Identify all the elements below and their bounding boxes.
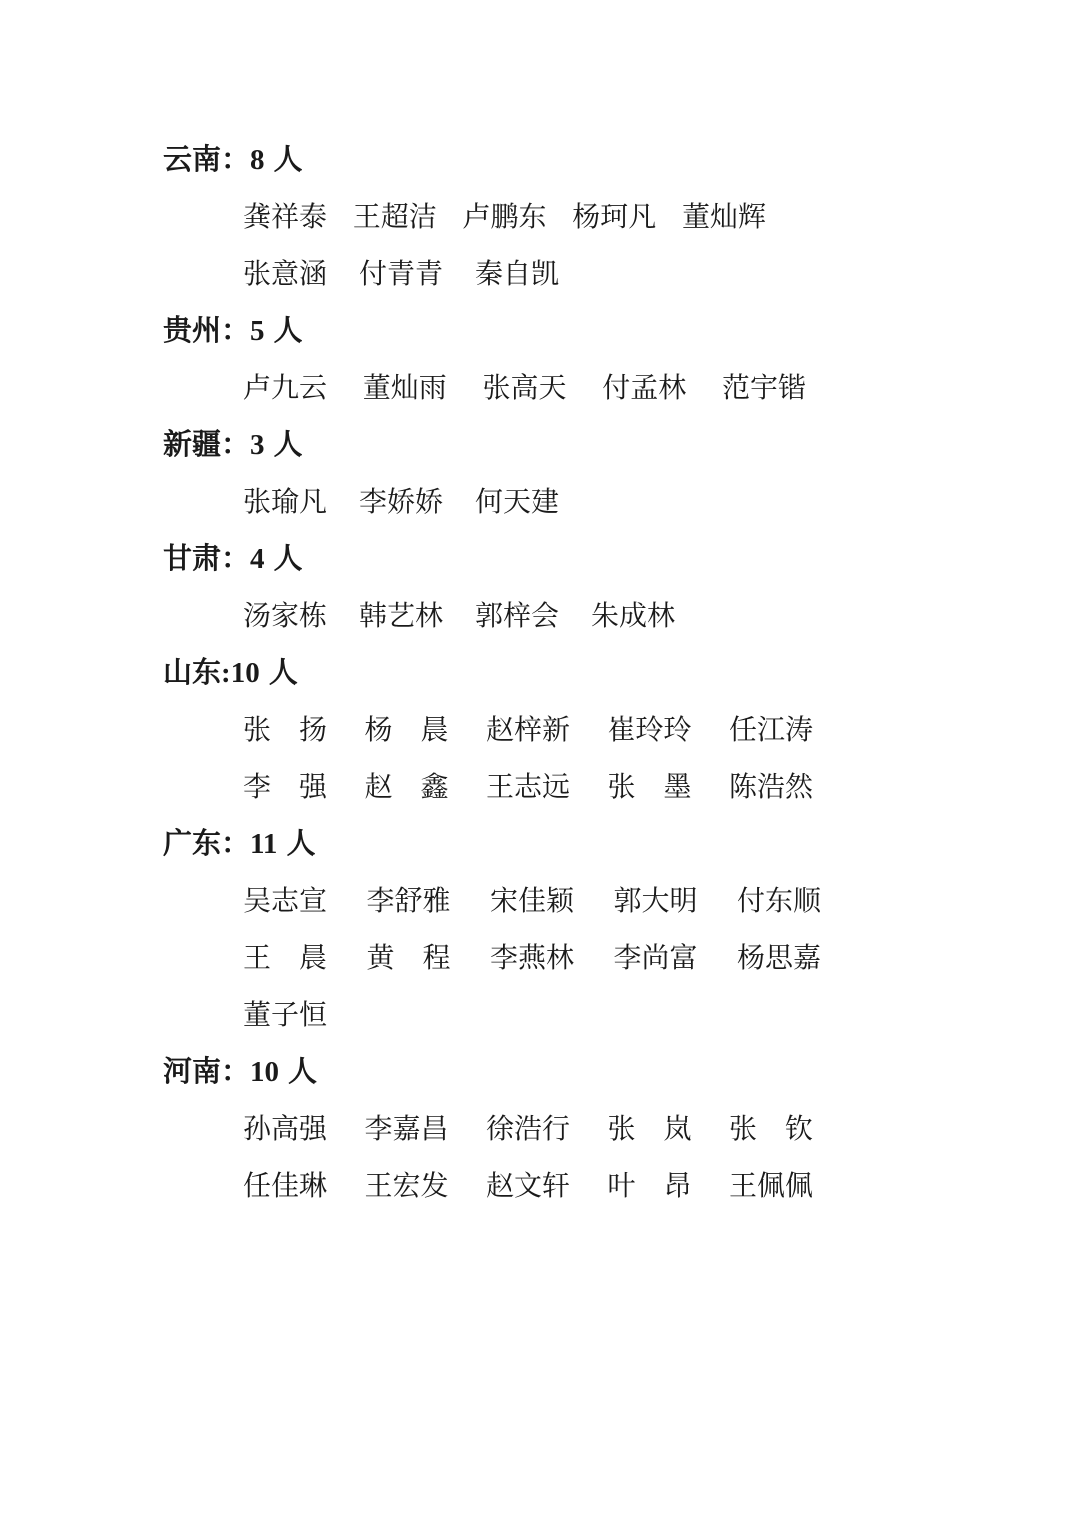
province-section	[163, 417, 1080, 531]
student-name: 张 墨	[607, 772, 692, 803]
header-separator: ：	[221, 543, 251, 575]
province-header	[163, 531, 1080, 588]
name-row	[243, 759, 813, 816]
student-name: 宋佳颖	[489, 886, 574, 917]
header-separator: ：	[221, 315, 251, 347]
header-separator: :	[221, 657, 231, 689]
student-name: 何天建	[475, 487, 560, 518]
student-name: 张 岚	[607, 1114, 692, 1145]
student-name: 张瑜凡	[243, 487, 328, 518]
student-name: 李尚富	[613, 943, 698, 974]
province-header	[163, 417, 1080, 474]
student-name: 赵 鑫	[364, 772, 449, 803]
header-separator: ：	[221, 828, 251, 860]
province-header	[163, 132, 1080, 189]
student-name: 王志远	[485, 772, 570, 803]
student-name: 李嘉昌	[364, 1114, 449, 1145]
person-unit: 人	[288, 1056, 318, 1088]
student-name: 叶 昂	[607, 1171, 692, 1202]
student-name: 赵梓新	[485, 715, 570, 746]
student-name: 郭大明	[613, 886, 698, 917]
name-row	[243, 987, 1080, 1044]
province-section	[163, 645, 1080, 816]
name-row	[243, 1158, 813, 1215]
student-name: 王佩佩	[728, 1171, 813, 1202]
name-row	[243, 246, 1080, 303]
name-row	[243, 360, 806, 417]
student-name: 韩艺林	[359, 601, 444, 632]
student-name: 杨思嘉	[736, 943, 821, 974]
person-unit: 人	[273, 429, 303, 461]
student-name: 杨珂凡	[572, 202, 657, 233]
province-section	[163, 816, 1080, 1044]
name-row	[243, 189, 766, 246]
person-unit: 人	[268, 657, 298, 689]
student-name: 崔玲玲	[607, 715, 692, 746]
student-name: 黄 程	[366, 943, 451, 974]
province-header	[163, 645, 1080, 702]
header-separator: ：	[221, 144, 251, 176]
person-count: 11	[250, 828, 278, 860]
province-section	[163, 1044, 1080, 1215]
province-header	[163, 816, 1080, 873]
province-name: 河南	[163, 1056, 222, 1088]
student-name: 李娇娇	[359, 487, 444, 518]
student-name: 付东顺	[736, 886, 821, 917]
student-name: 杨 晨	[364, 715, 449, 746]
person-unit: 人	[273, 543, 303, 575]
student-name: 秦自凯	[475, 259, 560, 290]
province-section	[163, 132, 1080, 303]
name-row	[243, 1101, 813, 1158]
name-row	[243, 930, 821, 987]
student-name: 任江涛	[728, 715, 813, 746]
header-separator: ：	[221, 1056, 251, 1088]
student-name: 吴志宣	[243, 886, 328, 917]
student-name: 张 钦	[728, 1114, 813, 1145]
student-name: 李燕林	[489, 943, 574, 974]
person-count: 10	[250, 1056, 280, 1088]
student-name: 付青青	[359, 259, 444, 290]
student-name: 范宇锴	[721, 373, 806, 404]
student-name: 陈浩然	[728, 772, 813, 803]
student-name: 汤家栋	[243, 601, 328, 632]
student-name: 卢九云	[243, 373, 328, 404]
student-name: 王 晨	[243, 943, 328, 974]
student-name: 徐浩行	[485, 1114, 570, 1145]
student-name: 董灿辉	[681, 202, 766, 233]
province-header	[163, 303, 1080, 360]
person-unit: 人	[273, 315, 303, 347]
province-name: 甘肃	[163, 543, 222, 575]
province-name: 贵州	[163, 315, 222, 347]
person-count: 10	[230, 657, 260, 689]
province-header	[163, 1044, 1080, 1101]
student-name: 张 扬	[243, 715, 328, 746]
province-name: 云南	[163, 144, 222, 176]
province-name: 山东	[163, 657, 222, 689]
student-name: 王超洁	[352, 202, 437, 233]
student-name: 董子恒	[243, 1000, 328, 1031]
student-name: 龚祥泰	[243, 202, 328, 233]
name-row	[243, 588, 1080, 645]
person-count: 5	[250, 315, 265, 347]
header-separator: ：	[221, 429, 251, 461]
student-name: 郭梓会	[475, 601, 560, 632]
province-section	[163, 531, 1080, 645]
student-name: 李 强	[243, 772, 328, 803]
person-count: 3	[250, 429, 265, 461]
province-name: 新疆	[163, 429, 222, 461]
province-section	[163, 303, 1080, 417]
student-name: 赵文轩	[485, 1171, 570, 1202]
name-row	[243, 873, 821, 930]
province-name: 广东	[163, 828, 222, 860]
name-row	[243, 474, 1080, 531]
person-unit: 人	[273, 144, 303, 176]
name-row	[243, 702, 813, 759]
student-name: 孙高强	[243, 1114, 328, 1145]
person-count: 4	[250, 543, 265, 575]
student-name: 李舒雅	[366, 886, 451, 917]
student-name: 董灿雨	[362, 373, 447, 404]
student-name: 付孟林	[602, 373, 687, 404]
student-name: 王宏发	[364, 1171, 449, 1202]
student-name: 卢鹏东	[462, 202, 547, 233]
student-name: 张高天	[482, 373, 567, 404]
student-name: 任佳琳	[243, 1171, 328, 1202]
student-name: 朱成林	[591, 601, 676, 632]
student-name: 张意涵	[243, 259, 328, 290]
person-count: 8	[250, 144, 265, 176]
person-unit: 人	[286, 828, 316, 860]
